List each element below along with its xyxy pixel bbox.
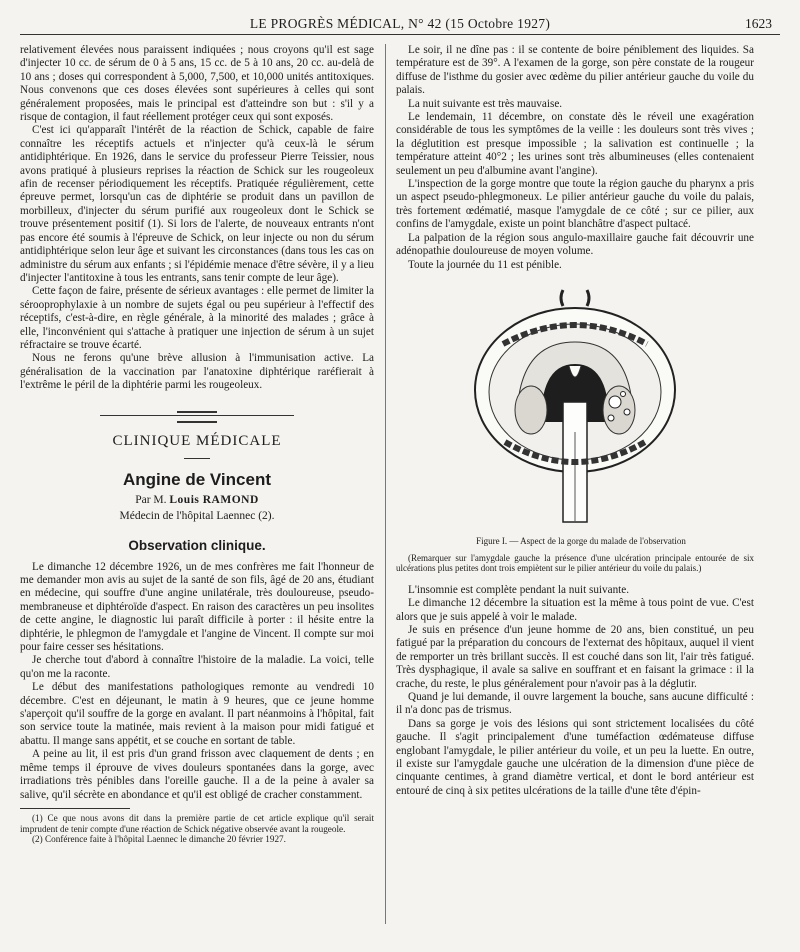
article-title: Angine de Vincent: [123, 469, 271, 489]
paragraph: Le lendemain, 11 décembre, on constate dès le réveil une exagération considérable de tous les symptômes de la veille : les douleurs sont très vives ; la déglutition est presque impossible ; la salivation est continuelle ; la température atteint 40°2 ; les urines sont très albumineuses (elles contenaient seulement un peu d'albumine avant l'angine).: [396, 111, 754, 177]
article-author: [20, 494, 374, 507]
author-name: Louis RAMOND: [169, 494, 259, 507]
decorative-rule: [20, 411, 374, 421]
paragraph: La nuit suivante est très mauvaise.: [408, 97, 563, 110]
footnote: (2) Conférence faite à l'hôpital Laennec le dimanche 20 février 1927.: [32, 834, 286, 845]
paragraph: Le dimanche 12 décembre la situation est la même à tous point de vue. C'est alors que je suis appelé à voir le malade.: [396, 597, 754, 623]
right-column: [396, 44, 754, 798]
left-column: [20, 44, 374, 845]
paragraph: relativement élevées nous paraissent indiquées ; nous croyons qu'il est sage d'injecter 10 cc. de sérum de 0 à 5 ans, 15 cc. de 5 à 10 ans, 20 cc. au-delà de 10 ans ; doses qui correspondent à 5,000, 7,500, et 10,000 unités antitoxiques. Nous convenons que ces doses élevées sont supérieures à celles qui sont généralement proposées, mais le principal est d'atteindre son but : s'il y a risque de contagion, il faut réellement protéger ceux qui sont exposés.: [20, 44, 374, 124]
paragraph: Toute la journée du 11 est pénible.: [408, 258, 562, 271]
running-header: [20, 14, 780, 35]
paragraph: Cette façon de faire, présente de sérieux avantages : elle permet de limiter la sérooprophylaxie à un nombre de sujets égal ou peu supérieur à l'effectif des réceptifs, c'est-à-dire, en règle générale, à la minorité des malades ; grâce à elle, l'inconvénient qui s'attache à pratiquer une injection de sérum à un sujet réfractaire se trouve écarté.: [20, 285, 374, 351]
author-prefix: Par M.: [135, 494, 167, 507]
journal-title: LE PROGRÈS MÉDICAL, N° 42 (15 Octobre 1927): [249, 16, 551, 31]
paragraph: Le soir, il ne dîne pas : il se contente de boire péniblement des liquides. Sa température est de 39°. A l'examen de la gorge, son père constate de la rougeur diffuse de l'isthme du gosier avec œdème du pilier antérieur gauche du voile du palais.: [396, 44, 754, 97]
paragraph: Quand je lui demande, il ouvre largement la bouche, sans aucune difficulté : il n'a donc pas de trismus.: [396, 690, 754, 717]
paragraph: Nous ne ferons qu'une brève allusion à l'immunisation active. La généralisation de la vaccination par l'anatoxine diphtérique raréfierait à l'extrême le péril de la diphtérie parmi les rougeoleux.: [20, 352, 374, 392]
paragraph: Je suis en présence d'un jeune homme de 20 ans, bien constitué, un peu fatigué par la préparation du concours de l'externat des hôpitaux, auquel il vient de remporter un très brillant succès. Il est couché dans son lit, l'air très fatigué. Très dysphagique, il avale sa salive en souffrant et en faisant la grimace : il la crache, du reste, le plus généralement pour n'avoir pas à la déglutir.: [396, 623, 754, 690]
column-divider: [385, 44, 386, 924]
figure-caption: Figure I. — Aspect de la gorge du malade de l'observation: [476, 535, 686, 546]
footnote: (1) Ce que nous avons dit dans la première partie de cet article explique qu'il serait imprudent de tenir compte d'une réaction de Schick négative observée avant la rougeole.: [20, 812, 374, 834]
paragraph: C'est ici qu'apparaît l'intérêt de la réaction de Schick, capable de faire connaître les réceptifs actuels et n'injecter qu'à ceux-là le sérum antidiphtérique. En 1926, dans le service du professeur Pierre Teissier, nous avons pratiqué à plusieurs reprises la réaction de Schick sur les rougeoleux afin de recenser périodiquement les réceptifs. Pratiquée régulièrement, cette épreuve permet, lorsqu'un cas de diphtérie se produit dans un pavillon de morbilleux, d'injecter du sérum purifié aux rougeoleux dont le Schick se trouve présentement positif (1). Si lors de l'alerte, de nouveaux entrants n'ont pas encore été soumis à l'épreuve de Schick, on leur injecte ou non du sérum antidiphtérique selon leur âge et suivant les circonstances (dans tous les cas on administre du sérum aux enfants ; si l'épidémie menace d'être sévère, il y a lieu d'injecter l'antitoxine à tous les entrants, sans tenir compte de leur âge).: [20, 124, 374, 284]
paragraph: Je cherche tout d'abord à connaître l'histoire de la maladie. La voici, telle qu'on me la raconte.: [20, 654, 374, 680]
observation-heading: Observation clinique.: [128, 538, 266, 554]
short-rule: [184, 458, 210, 459]
paragraph: Le dimanche 12 décembre 1926, un de mes confrères me fait l'honneur de me demander mon avis au sujet de la santé de son fils, âgé de 20 ans, étudiant en médecine, qui souffre d'une angine unilatérale, très douloureuse, pseudo-membraneuse et diphtéroïde d'aspect. En raison des caractères un peu insolites de cette angine, le diagnostic lui paraît difficile à porter : il hésite entre la diphtérie, le phlegmon de l'amygdale et l'angine de Vincent. Il compte sur moi pour faire cesser ses hésitations.: [20, 560, 374, 654]
paragraph: L'insomnie est complète pendant la nuit suivante.: [408, 583, 630, 596]
paragraph: L'inspection de la gorge montre que toute la région gauche du pharynx a pris un aspect pseudo-phlegmoneux. Le pilier antérieur gauche du voile du palais, très fortement œdématié, masque l'amygdale de ce côté ; sur ce pilier, aux confins de l'amygdale, existe un point blanchâtre d'aspect pultacé.: [396, 178, 754, 231]
throat-illustration: [445, 282, 705, 532]
author-affiliation: Médecin de l'hôpital Laennec (2).: [119, 509, 275, 522]
paragraph: Le début des manifestations pathologiques remonte au vendredi 10 décembre. C'est en déjeunant, le matin à 9 heures, que ce jeune homme s'aperçoit qu'il souffre de la gorge en avalant. Il part néanmoins à l'hôpital, fait son service toute la matinée, mais revient à la maison pour midi fatigué et abattu. Il mange sans appétit, et se couche en sortant de table.: [20, 681, 374, 747]
paragraph: A peine au lit, il est pris d'un grand frisson avec claquement de dents ; en même temps il éprouve de vives douleurs spontanées dans la gorge, avec irradiations très pénibles dans l'oreille gauche. Il a de la peine à avaler sa salive, qu'il sécrète en abondance et qu'il est obligé de cracher constamment.: [20, 748, 374, 801]
footnote-rule: [20, 808, 130, 809]
section-heading: CLINIQUE MÉDICALE: [112, 432, 282, 449]
paragraph: La palpation de la région sous angulo-maxillaire gauche fait découvrir une adénopathie douloureuse de moyen volume.: [396, 231, 754, 258]
figure-note: (Remarquer sur l'amygdale gauche la présence d'une ulcération principale entourée de six ulcérations plus petites dont trois empiètent sur le pilier antérieur du voile du palais.): [396, 552, 754, 574]
page-number: 1623: [745, 16, 772, 31]
paragraph: Dans sa gorge je vois des lésions qui sont strictement localisées du côté gauche. Il s'agit principalement d'une tuméfaction œdémateuse diffuse englobant l'amygdale, le pilier antérieur du voile, et un peu la luette. En outre, il existe sur l'amygdale gauche une ulcération de la dimension d'une pièce de cinquante centimes, à grand diamètre vertical, et dont le bord antérieur est entouré de cinq à six petites ulcérations de la taille d'une tête d'épin-: [396, 717, 754, 797]
